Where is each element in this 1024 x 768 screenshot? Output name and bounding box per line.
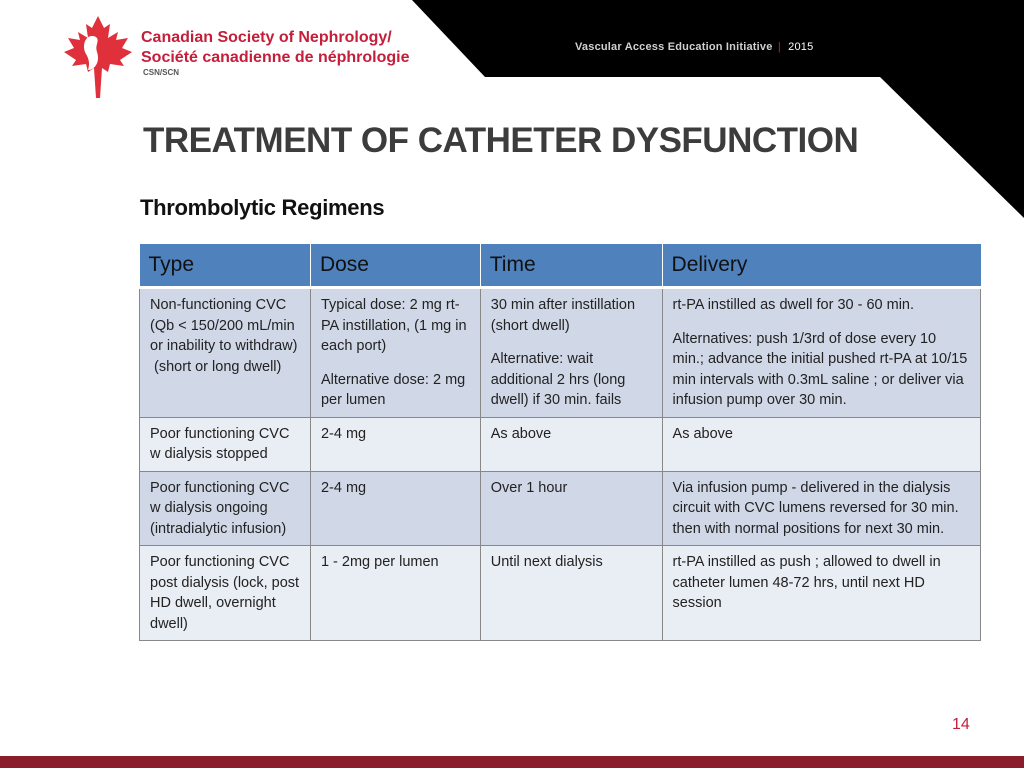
column-header-dose: Dose xyxy=(310,244,480,288)
cell-text: Via infusion pump - delivered in the dialysis circuit with CVC lumens reversed for 30 min. then with normal positions for next 30 min. xyxy=(672,479,959,537)
cell-text: Poor functioning CVC w dialysis stopped xyxy=(150,425,290,462)
cell-text: (short or long dwell) xyxy=(150,358,282,375)
cell-text: Alternatives: push 1/3rd of dose every 10 min.; advance the initial pushed rt-PA at 10/15 min intervals with 0.3mL saline ; or deliver via infusion pump over 30 min. xyxy=(672,330,968,408)
column-header-time: Time xyxy=(480,244,662,288)
cell-type xyxy=(140,417,311,471)
cell-text: Poor functioning CVC w dialysis ongoing (intradialytic infusion) xyxy=(150,479,290,537)
cell-delivery xyxy=(662,417,980,471)
column-header-delivery: Delivery xyxy=(662,244,980,288)
cell-dose xyxy=(310,288,480,418)
cell-text: As above xyxy=(672,425,733,442)
cell-time xyxy=(480,546,662,641)
cell-delivery xyxy=(662,471,980,546)
org-name-en: Canadian Society of Nephrology/ xyxy=(141,29,392,46)
initiative-year: 2015 xyxy=(788,41,814,53)
cell-delivery xyxy=(662,546,980,641)
cell-text: 2-4 mg xyxy=(320,479,367,496)
cell-time xyxy=(480,471,662,546)
cell-text: rt-PA instilled as dwell for 30 - 60 min. xyxy=(672,297,915,313)
cell-time xyxy=(480,288,662,418)
cell-text: 2-4 mg xyxy=(320,425,367,442)
cell-text: rt-PA instilled as push ; allowed to dwell in catheter lumen 48-72 hrs, until next HD session xyxy=(672,554,941,611)
cell-text: Over 1 hour xyxy=(490,479,568,496)
org-abbreviation: CSN/SCN xyxy=(143,68,180,77)
initiative-name: Vascular Access Education Initiative xyxy=(575,41,773,53)
cell-text: Alternative dose: 2 mg per lumen xyxy=(320,371,466,408)
column-header-type: Type xyxy=(140,244,311,288)
cell-type xyxy=(140,288,311,418)
page-title: TREATMENT OF CATHETER DYSFUNCTION xyxy=(143,121,859,160)
cell-dose xyxy=(310,417,480,471)
cell-dose xyxy=(310,471,480,546)
cell-text: As above xyxy=(490,425,552,442)
page-subtitle: Thrombolytic Regimens xyxy=(140,195,385,220)
cell-text: Typical dose: 2 mg rt-PA instillation, (1 mg in each port) xyxy=(320,297,467,354)
cell-dose xyxy=(310,546,480,641)
table-row xyxy=(140,546,981,641)
cell-text: Poor functioning CVC post dialysis (lock, post HD dwell, overnight dwell) xyxy=(150,554,300,632)
initiative-separator: | xyxy=(777,41,781,53)
table-row xyxy=(140,288,981,418)
cell-text: 30 min after instillation (short dwell) xyxy=(490,297,636,334)
cell-time xyxy=(480,417,662,471)
page-number: 14 xyxy=(952,716,970,733)
footer-bar xyxy=(0,756,1024,768)
cell-type xyxy=(140,546,311,641)
thrombolytic-regimens-table xyxy=(139,244,981,641)
table-row xyxy=(140,417,981,471)
cell-text: Until next dialysis xyxy=(490,554,603,570)
cell-text: Non-functioning CVC (Qb < 150/200 mL/min or inability to withdraw) xyxy=(150,297,298,354)
initiative-label xyxy=(575,41,813,53)
org-name xyxy=(141,28,410,68)
table-row xyxy=(140,471,981,546)
cell-type xyxy=(140,471,311,546)
cell-text: Alternative: wait additional 2 hrs (long dwell) if 30 min. fails xyxy=(490,351,626,408)
table-header-row xyxy=(140,244,981,288)
cell-text: 1 - 2mg per lumen xyxy=(320,554,439,570)
maple-leaf-kidney-logo xyxy=(62,14,134,98)
org-name-fr: Société canadienne de néphrologie xyxy=(141,49,410,66)
cell-delivery xyxy=(662,288,980,418)
